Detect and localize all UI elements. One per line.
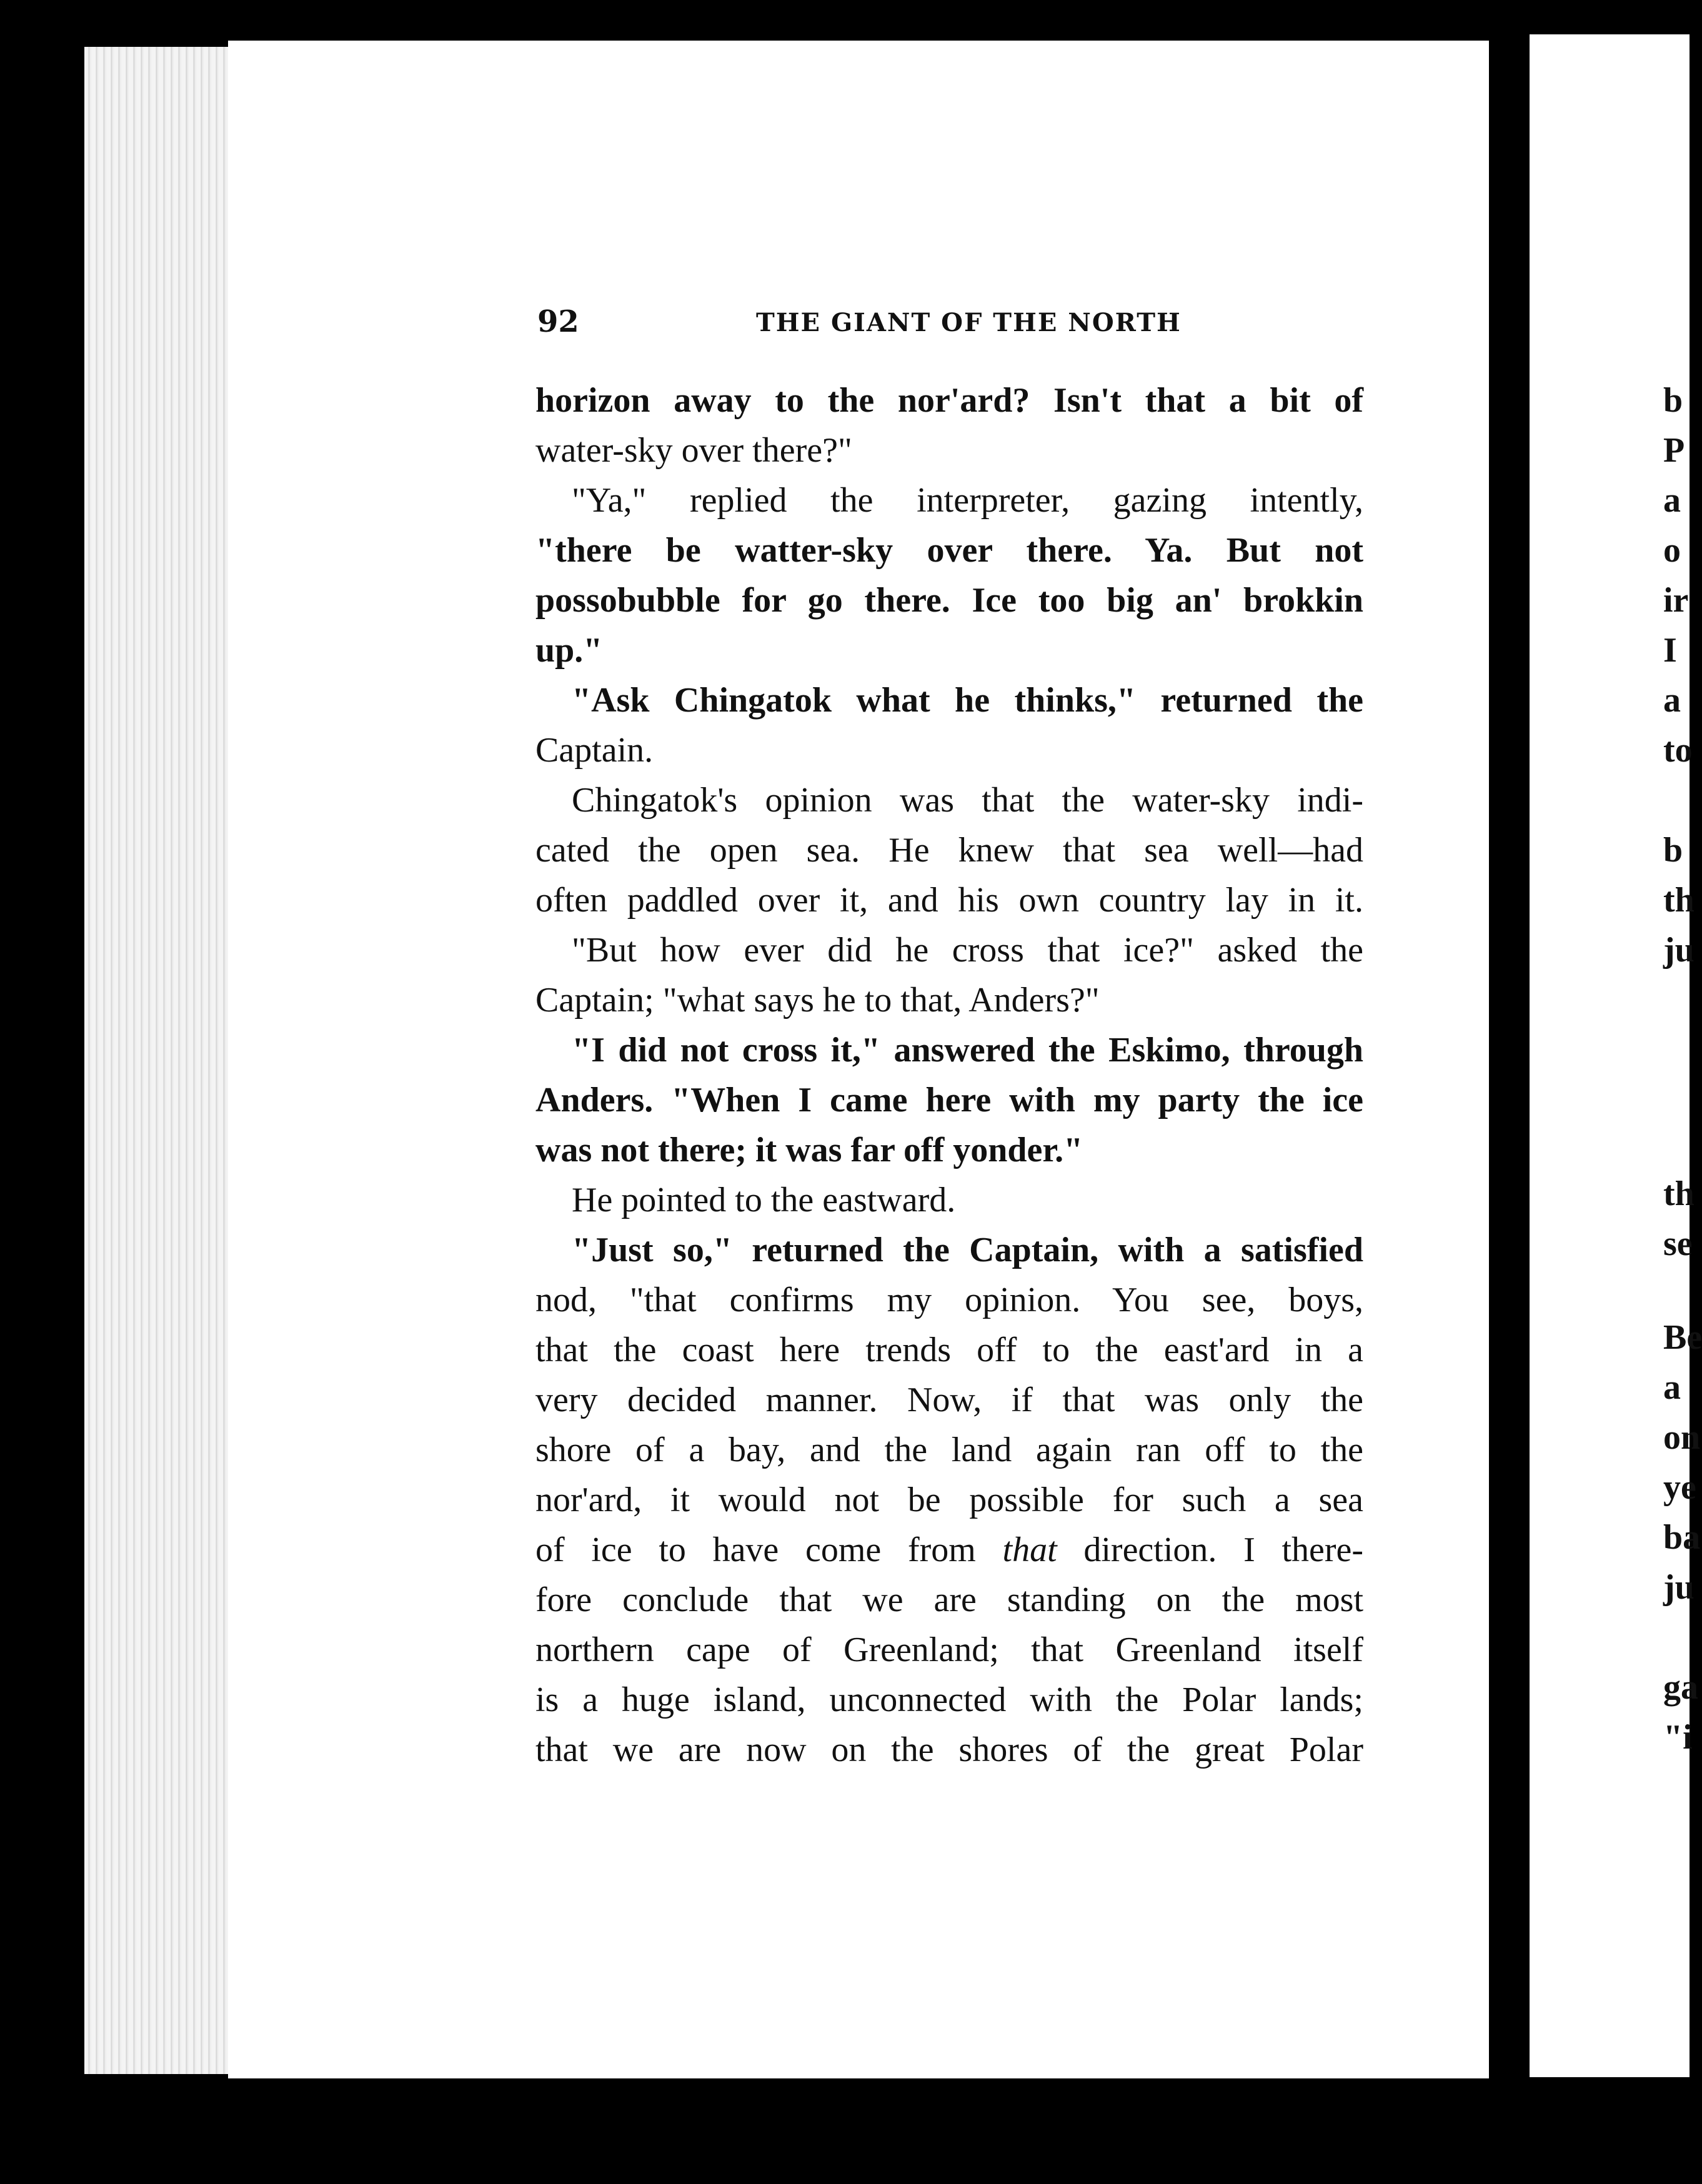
text-line: was not there; it was far off yonder." [535,1131,1083,1169]
facing-fragment: b [1663,381,1683,420]
body-text [535,375,1363,1775]
facing-fragment: P [1663,431,1685,470]
facing-fragment: ir [1663,581,1689,620]
text-line: cated the open sea. He knew that sea well—had [535,831,1363,870]
facing-fragment: a [1663,481,1681,520]
facing-fragment: Be [1663,1318,1702,1357]
text-line: "Just so," returned the Captain, with a satisfied [572,1231,1363,1269]
text-line: "I did not cross it," answered the Eskimo, through [572,1031,1363,1070]
emphasized-word: that [1002,1531,1057,1569]
text-line: "Ya," replied the interpreter, gazing intently, [572,481,1363,520]
facing-fragment: th [1663,881,1695,920]
facing-fragment: o [1663,531,1681,570]
facing-fragment: ga [1663,1668,1698,1707]
facing-fragment: th [1663,1174,1695,1213]
facing-fragment: "i [1663,1718,1693,1757]
running-title: THE GIANT OF THE NORTH [756,308,1182,337]
text-line: He pointed to the eastward. [572,1181,956,1219]
text-line: water-sky over there?" [535,431,852,470]
facing-fragment: ju [1663,931,1695,970]
text-line: "But how ever did he cross that ice?" asked the [572,931,1363,970]
page-stack-edge [84,47,228,2074]
text-fragment: of ice to have come from [535,1531,976,1569]
text-line: Chingatok's opinion was that the water-sky indi- [572,781,1363,820]
facing-fragment: ba [1663,1518,1701,1557]
text-line: is a huge island, unconnected with the Polar lands; [535,1680,1363,1719]
text-line: possobubble for go there. Ice too big an' brokkin [535,581,1363,620]
text-line: nod, "that confirms my opinion. You see, boys, [535,1281,1363,1319]
text-line: shore of a bay, and the land again ran off to the [535,1431,1363,1469]
facing-page-text [1663,375,1702,1875]
text-line: "there be watter-sky over there. Ya. But not [535,531,1363,570]
facing-fragment: a [1663,1368,1681,1407]
text-line: up." [535,631,603,670]
text-line: that we are now on the shores of the great Polar [535,1730,1363,1769]
running-head [537,304,1371,342]
text-line: horizon away to the nor'ard? Isn't that a bit of [535,381,1363,420]
text-line: Captain. [535,731,654,770]
text-line-with-emphasis [535,1525,1363,1575]
facing-fragment: on [1663,1418,1701,1457]
text-line: Captain; "what says he to that, Anders?" [535,981,1100,1020]
text-line: northern cape of Greenland; that Greenland itself [535,1631,1363,1669]
facing-fragment: b [1663,831,1683,870]
facing-fragment: ju [1663,1568,1695,1607]
text-line: "Ask Chingatok what he thinks," returned the [572,681,1363,720]
facing-fragment: se [1663,1224,1693,1263]
facing-fragment: ye [1663,1468,1696,1507]
facing-fragment: to [1663,731,1693,770]
text-line: often paddled over it, and his own country lay in it. [535,881,1363,920]
facing-fragment: I [1663,631,1677,670]
page-number: 92 [537,304,579,339]
facing-fragment: a [1663,681,1681,720]
text-line: Anders. "When I came here with my party the ice [535,1081,1363,1119]
text-line: that the coast here trends off to the east'ard in a [535,1331,1363,1369]
text-line: fore conclude that we are standing on the most [535,1581,1363,1619]
text-line: very decided manner. Now, if that was only the [535,1381,1363,1419]
text-line: nor'ard, it would not be possible for such a sea [535,1481,1363,1519]
text-fragment: direction. I there- [1083,1531,1364,1569]
